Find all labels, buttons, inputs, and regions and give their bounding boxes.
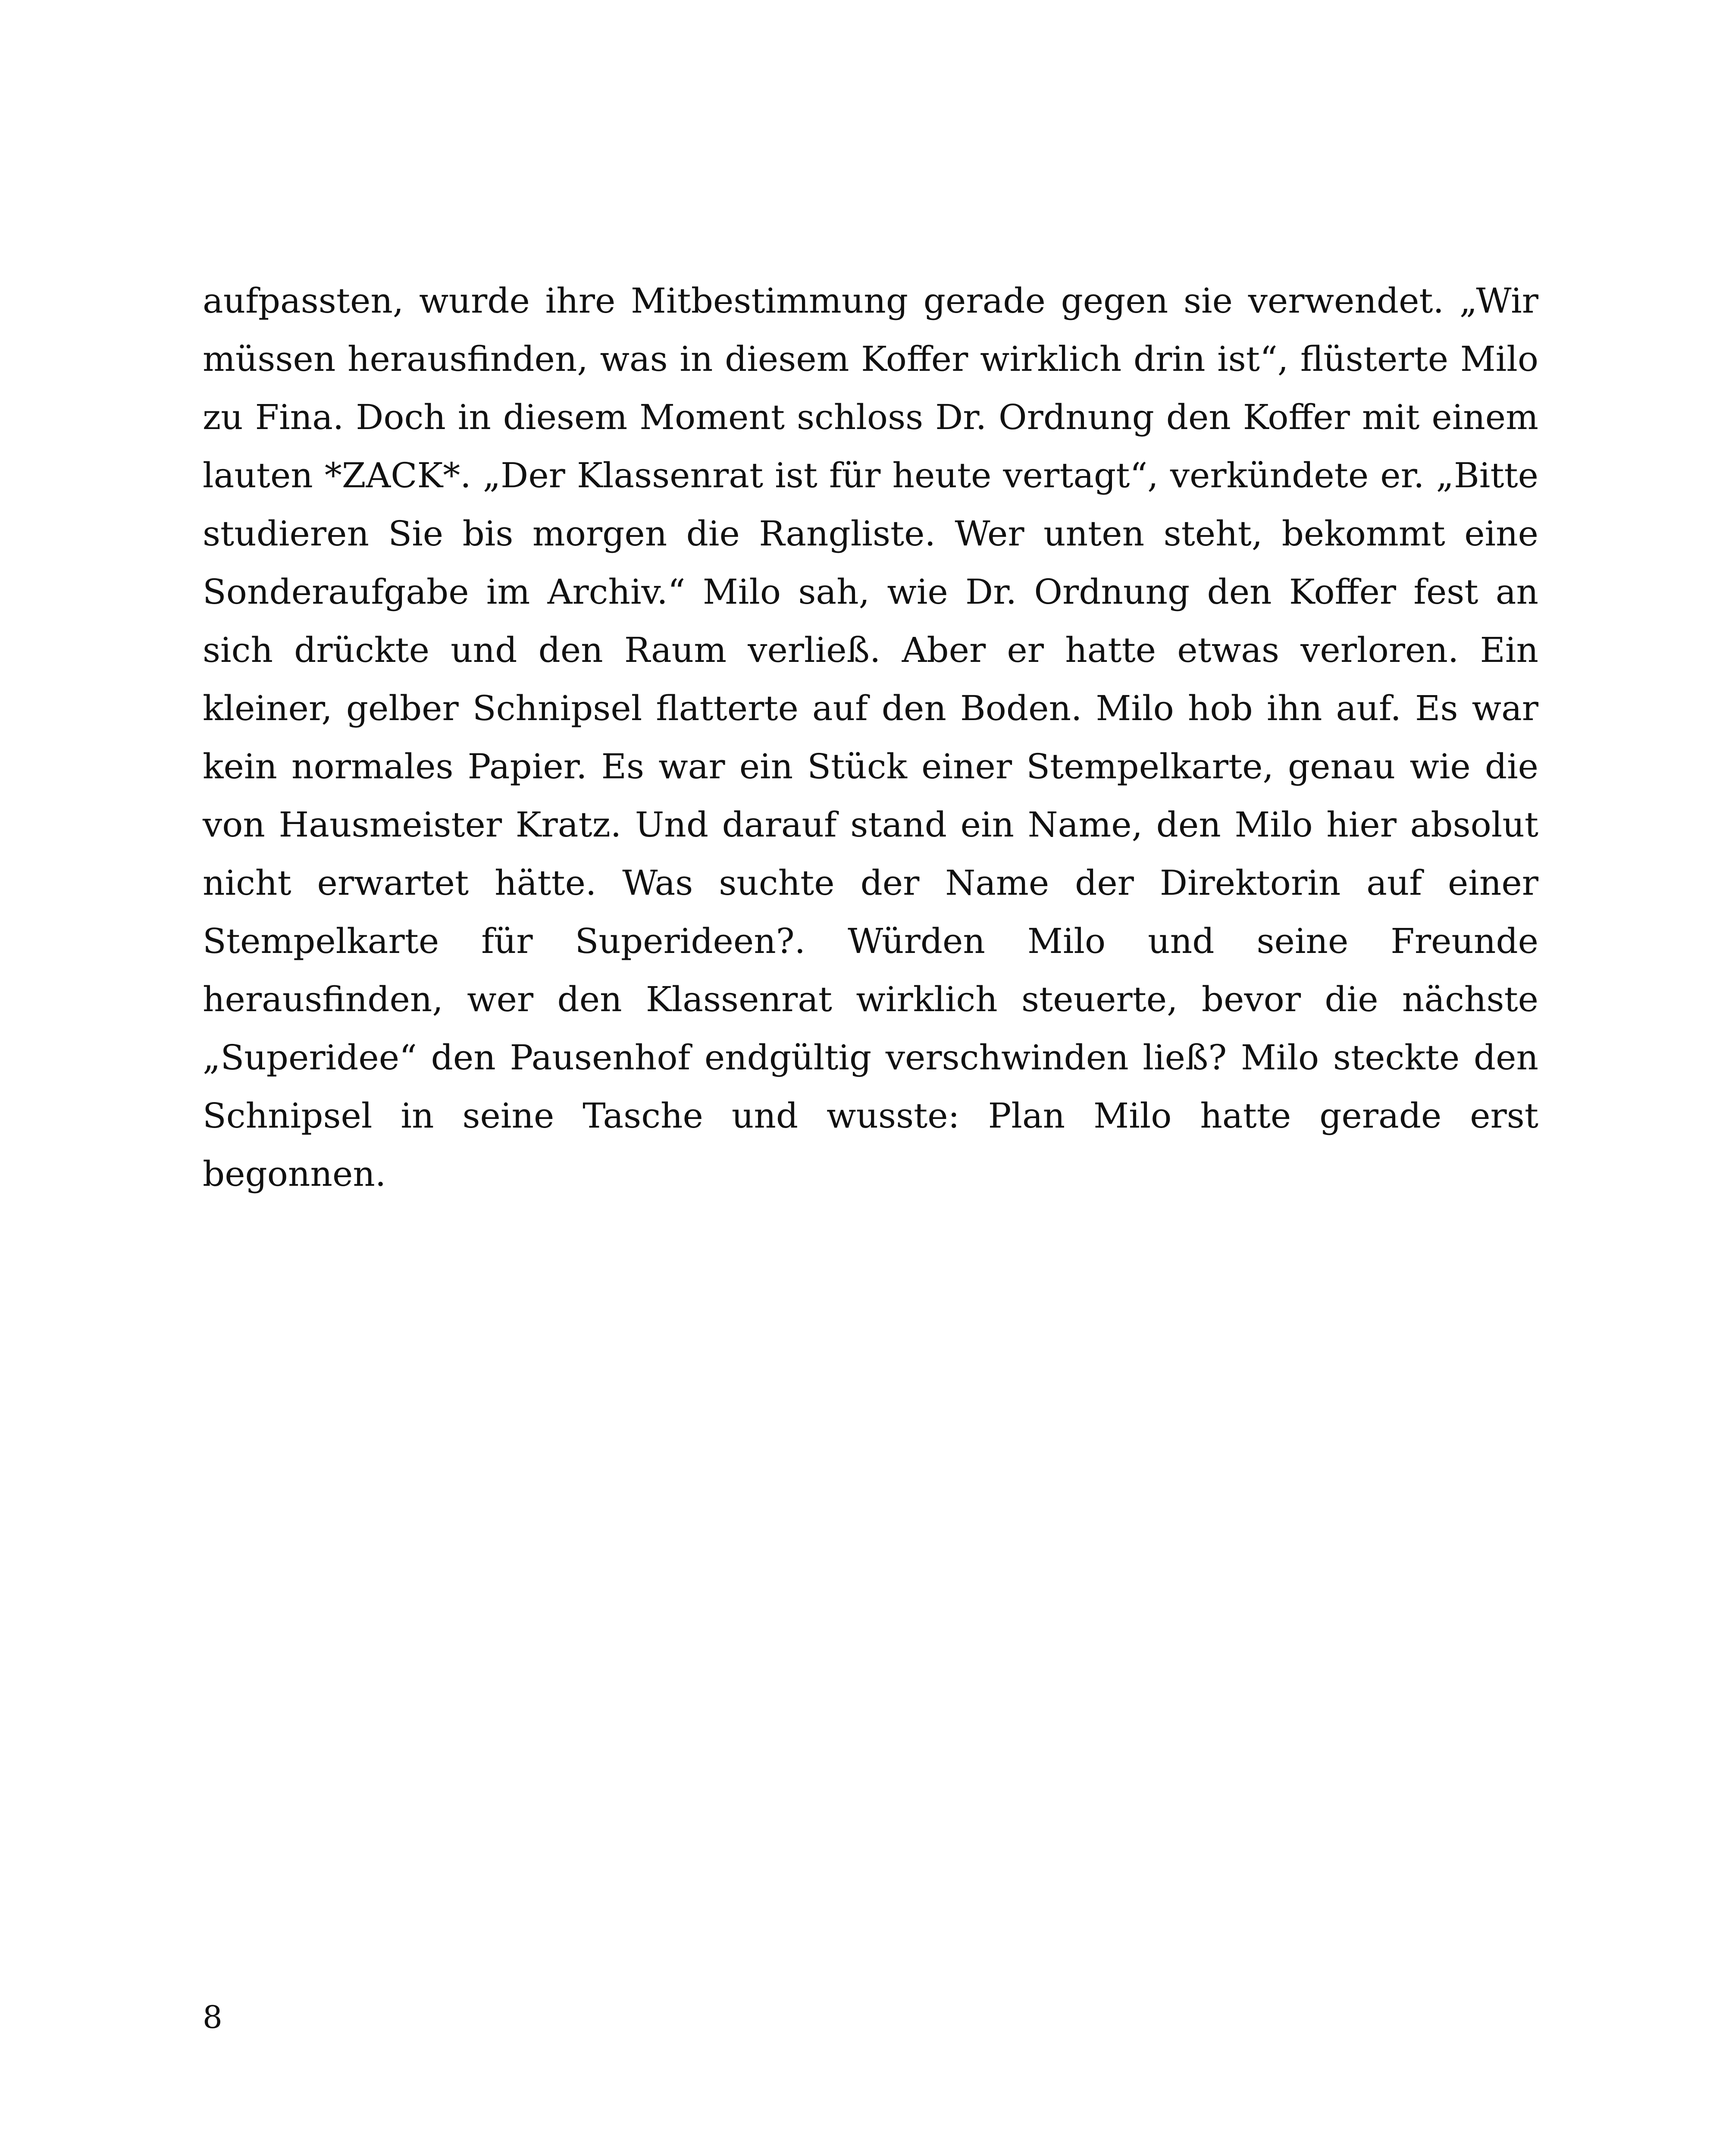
body-paragraph: aufpassten, wurde ihre Mitbestimmung gerade gegen sie verwendet. „Wir müssen herausfinden, was in diesem Koffer wirklich drin ist“, flüsterte Milo zu Fina. Doch in diesem Moment schloss Dr. Ordnung den Koffer mit einem lauten *ZACK*. „Der Klassenrat ist für heute vertagt“, verkündete er. „Bitte studieren Sie bis morgen die Rangliste. Wer unten steht, bekommt eine Sonderaufgabe im Archiv.“ Milo sah, wie Dr. Ordnung den Koffer fest an sich drückte und den Raum verließ. Aber er hatte etwas verloren. Ein kleiner, gelber Schnipsel flatterte auf den Boden. Milo hob ihn auf. Es war kein normales Papier. Es war ein Stück einer Stempelkarte, genau wie die von Hausmeister Kratz. Und darauf stand ein Name, den Milo hier absolut nicht erwartet hätte. Was suchte der Name der Direktorin auf einer Stempelkarte für Superideen?. Würden Milo und seine Freunde herausfinden, wer den Klassenrat wirklich steuerte, bevor die nächste „Superidee“ den Pausenhof endgültig verschwinden ließ? Milo steckte den Schnipsel in seine Tasche und wusste: Plan Milo hatte gerade erst begonnen. bbox=[203, 281, 1538, 1194]
page-number: 8 bbox=[203, 1999, 222, 2035]
